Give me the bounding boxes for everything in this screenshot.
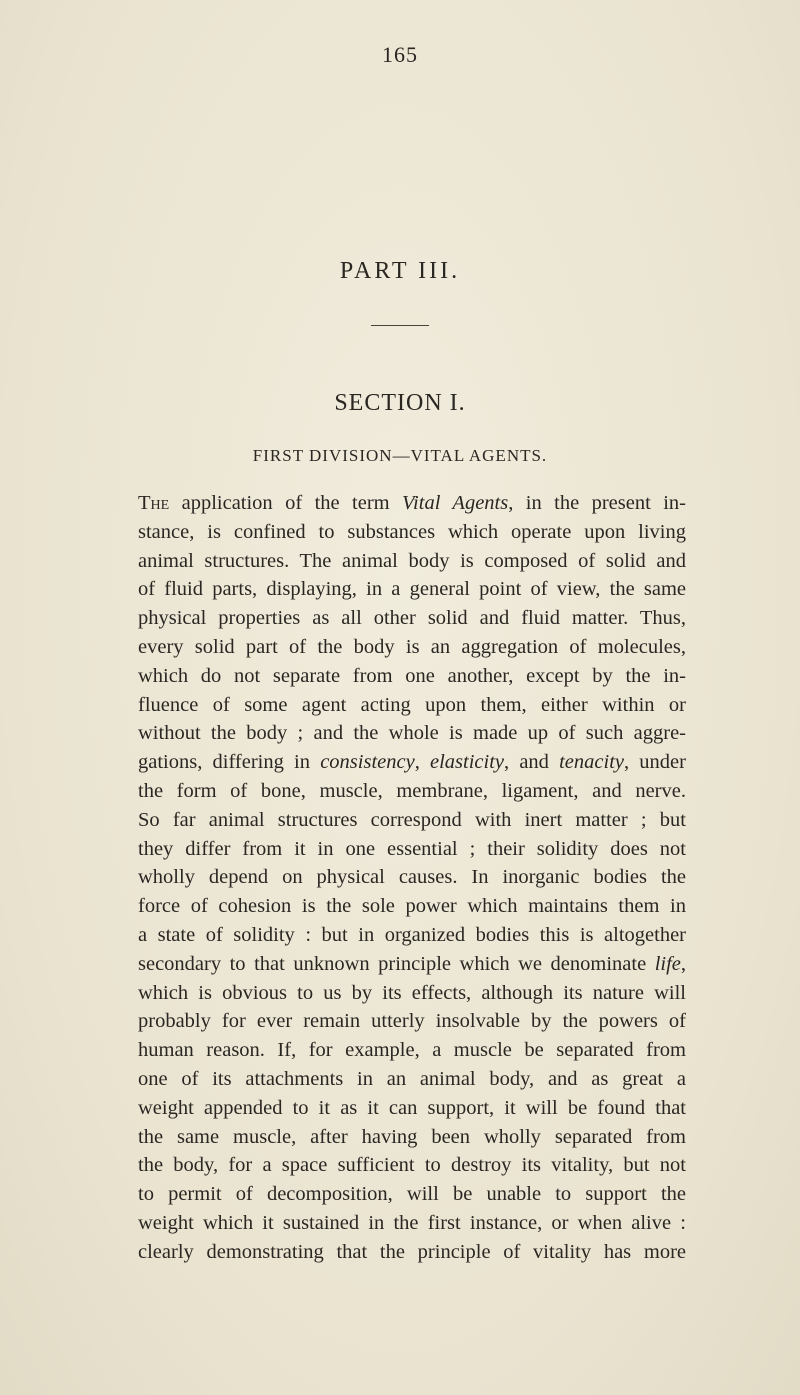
text-run: force of cohesion is the sole power which maintains them in <box>138 895 686 918</box>
text-run: the same muscle, after having been wholly separated from <box>138 1125 686 1148</box>
text-line <box>138 633 686 662</box>
text-line <box>138 518 686 547</box>
text-run: , and <box>504 751 560 774</box>
text-run: application of the term <box>169 492 403 514</box>
text-line <box>138 604 686 633</box>
text-line <box>138 719 686 748</box>
text-line <box>138 921 686 950</box>
text-run: the form of bone, muscle, membrane, ligament, and nerve. <box>138 779 686 802</box>
text-run: which is obvious to us by its effects, although its nature will <box>138 981 686 1004</box>
heading-divider <box>371 325 429 326</box>
text-line <box>138 748 686 777</box>
italic-text: life <box>654 952 681 975</box>
text-line <box>138 1036 686 1065</box>
text-run: fluence of some agent acting upon them, either within or <box>138 693 686 716</box>
text-run: secondary to that unknown principle which we denominate <box>138 952 655 975</box>
text-run: a state of solidity : but in organized bodies this is altogether <box>138 923 686 946</box>
text-run: animal structures. The animal body is composed of solid and <box>138 549 686 572</box>
text-run: , <box>680 952 686 975</box>
section-heading: SECTION I. <box>334 390 466 416</box>
text-line <box>138 892 686 921</box>
text-run: every solid part of the body is an aggregation of molecules, <box>138 635 686 658</box>
text-run: without the body ; and the whole is made up of such aggre- <box>138 722 686 745</box>
italic-text: Vital Agents <box>402 492 509 514</box>
italic-text: tenacity <box>559 751 624 774</box>
text-run: probably for ever remain utterly insolvable by the powers of <box>138 1010 686 1033</box>
page-number: 165 <box>382 42 418 67</box>
text-line <box>138 1151 686 1180</box>
text-run: , <box>414 751 430 774</box>
text-line <box>138 1238 686 1267</box>
text-line <box>138 863 686 892</box>
text-run: , under <box>624 751 686 774</box>
text-line <box>138 806 686 835</box>
text-run: stance, is confined to substances which operate upon living <box>138 520 686 543</box>
text-run: wholly depend on physical causes. In inorganic bodies the <box>138 866 686 889</box>
text-line <box>138 835 686 864</box>
text-run: human reason. If, for example, a muscle be separated from <box>138 1039 686 1062</box>
text-run: they differ from it in one essential ; their solidity does not <box>138 837 686 860</box>
text-line <box>138 691 686 720</box>
italic-text: elasticity <box>430 751 505 774</box>
text-line <box>138 489 686 518</box>
text-run: which do not separate from one another, except by the in- <box>138 664 686 687</box>
text-line <box>138 1007 686 1036</box>
text-run: of fluid parts, displaying, in a general point of view, the same <box>138 578 686 601</box>
text-line <box>138 547 686 576</box>
text-run: clearly demonstrating that the principle of vitality has more <box>138 1240 686 1263</box>
italic-text: consistency <box>320 751 415 774</box>
body-paragraph <box>138 489 686 1267</box>
text-run: to permit of decomposition, will be unable to support the <box>138 1183 686 1206</box>
text-line <box>138 662 686 691</box>
text-run: weight which it sustained in the first instance, or when alive : <box>138 1211 686 1234</box>
text-run: So far animal structures correspond with inert matter ; but <box>138 808 686 831</box>
text-line <box>138 1180 686 1209</box>
division-heading: FIRST DIVISION—VITAL AGENTS. <box>252 446 548 465</box>
text-line <box>138 950 686 979</box>
text-run: gations, differing in <box>138 751 321 774</box>
text-run: physical properties as all other solid and fluid matter. Thus, <box>138 607 686 630</box>
text-line <box>138 1065 686 1094</box>
text-line <box>138 1123 686 1152</box>
text-line <box>138 1209 686 1238</box>
text-line <box>138 979 686 1008</box>
text-run: , in the present in- <box>508 492 686 514</box>
text-line <box>138 575 686 604</box>
text-line <box>138 1094 686 1123</box>
text-run: one of its attachments in an animal body, and as great a <box>138 1067 686 1090</box>
text-run: the body, for a space sufficient to destroy its vitality, but not <box>138 1154 686 1177</box>
part-heading: PART III. <box>339 258 461 284</box>
smallcaps-text: The <box>138 492 170 514</box>
text-run: weight appended to it as it can support, it will be found that <box>138 1096 686 1119</box>
text-line <box>138 777 686 806</box>
